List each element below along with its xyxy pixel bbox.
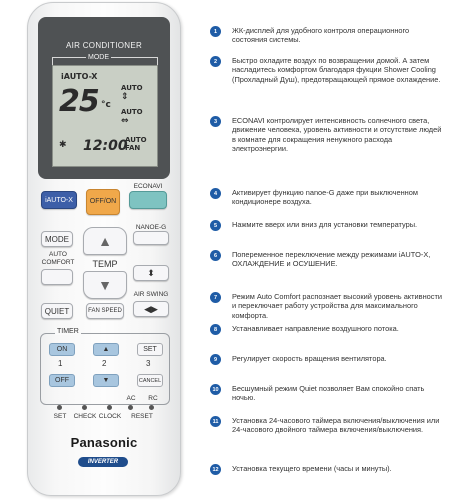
clock-label: CLOCK xyxy=(98,413,122,420)
feature-text: Быстро охладите воздух по возвращении домой. А затем насладитесь комфортом благодаря фукции Shower Cooling (Прохладный Душ), предотвращающей прямое охлаждение. xyxy=(232,56,441,84)
nanoe-label: NANOE-G xyxy=(135,224,167,231)
econavi-label: ECONAVI xyxy=(133,183,163,190)
reset-label: RESET xyxy=(131,413,153,420)
lcd-mode-indicator: iAUTO-X xyxy=(61,72,98,81)
timer-up-icon: ▲ xyxy=(102,346,110,353)
timer-off-button[interactable]: OFF xyxy=(49,374,75,387)
check-hole[interactable] xyxy=(82,405,87,410)
horizontal-swing-icon: ◀▶ xyxy=(144,303,158,314)
temp-down-button[interactable] xyxy=(83,271,127,299)
swing-vertical-button[interactable] xyxy=(133,265,169,281)
remote-control xyxy=(27,2,181,496)
feature-text: Установка текущего времени (часы и минуты). xyxy=(232,464,392,473)
feature-text: Регулирует скорость вращения вентилятора. xyxy=(232,354,387,363)
feature-text: Нажмите вверх или вниз для установки температуры. xyxy=(232,220,418,229)
feature-text: Активирует функцию nanoe-G даже при выключенном кондиционере воздуха. xyxy=(232,188,418,207)
ac-label: AC xyxy=(126,395,136,402)
feature-number: 10 xyxy=(210,384,221,395)
lcd-airflow-auto: AUTO xyxy=(121,108,143,116)
feature-text: Режим Auto Comfort распознает высокий уровень активности и переключает работу устройства для максимального комфорта. xyxy=(232,292,442,320)
timer-cancel-button[interactable]: CANCEL xyxy=(137,374,163,387)
set-hole[interactable] xyxy=(57,405,62,410)
feature-number: 12 xyxy=(210,464,221,475)
power-button[interactable]: OFF/ON xyxy=(86,189,120,215)
feature-number: 5 xyxy=(210,220,221,231)
timer-num-2: 2 xyxy=(102,359,107,368)
feature-number: 7 xyxy=(210,292,221,303)
lcd-unit: °c xyxy=(101,100,111,110)
quiet-button[interactable]: QUIET xyxy=(41,303,73,319)
timer-up-button[interactable] xyxy=(93,343,119,356)
feature-number: 4 xyxy=(210,188,221,199)
lcd-time: 12:00 xyxy=(83,138,128,154)
timer-on-button[interactable]: ON xyxy=(49,343,75,356)
inverter-badge: INVERTER xyxy=(78,457,128,467)
feature-number: 6 xyxy=(210,250,221,261)
timer-down-button[interactable] xyxy=(93,374,119,387)
feature-text: ECONAVI контролирует интенсивность солнечного света, движение человека, уровень активности и отсутствие людей в комнате для сокращения ненужного расхода электроэнергии. xyxy=(232,116,442,154)
temp-up-button[interactable] xyxy=(83,227,127,255)
feature-number: 2 xyxy=(210,56,221,67)
lcd-fan-label: AUTO FAN xyxy=(125,136,147,152)
rc-label: RC xyxy=(148,395,158,402)
clock-hole[interactable] xyxy=(107,405,112,410)
swing-arrows-icon: ⇕ xyxy=(121,92,129,102)
fan-speed-button[interactable]: FAN SPEED xyxy=(86,303,124,319)
timer-num-1: 1 xyxy=(58,359,63,368)
ac-hole[interactable] xyxy=(128,405,133,410)
feature-text: Устанавливает направление воздушного потока. xyxy=(232,324,399,333)
air-swing-label: AIR SWING xyxy=(133,291,169,298)
triangle-down-icon: ▼ xyxy=(98,277,112,293)
lcd-swing-auto: AUTO xyxy=(121,84,143,92)
display-panel xyxy=(38,17,170,179)
mode-label: MODE xyxy=(88,54,109,61)
remote-title: AIR CONDITIONER xyxy=(65,41,143,50)
airflow-arrows-icon: ⇔ xyxy=(121,116,129,126)
mode-button[interactable]: MODE xyxy=(41,231,73,247)
feature-number: 3 xyxy=(210,116,221,127)
feature-number: 11 xyxy=(210,416,221,427)
feature-number: 1 xyxy=(210,26,221,37)
temp-label: TEMP xyxy=(92,259,118,269)
econavi-button[interactable] xyxy=(129,191,167,209)
timer-label: TIMER xyxy=(57,328,79,335)
lcd-temperature: 25 xyxy=(59,84,99,119)
timer-down-icon: ▼ xyxy=(102,377,110,384)
vertical-swing-icon: ⬍ xyxy=(147,267,155,278)
triangle-up-icon: ▲ xyxy=(98,233,112,249)
feature-text: Попеременное переключение между режимами iAUTO-X, ОХЛАЖДЕНИЕ и ОСУШЕНИЕ. xyxy=(232,250,431,269)
auto-comfort-button[interactable] xyxy=(41,269,73,285)
brand-logo: Panasonic xyxy=(70,435,138,450)
timer-num-3: 3 xyxy=(146,359,151,368)
swing-horizontal-button[interactable] xyxy=(133,301,169,317)
rc-hole[interactable] xyxy=(149,405,154,410)
feature-text: Установка 24-часового таймера включения/выключения или 24-часового двойного таймера включения/выключения. xyxy=(232,416,440,435)
check-label: CHECK xyxy=(73,413,97,420)
timer-set-button[interactable]: SET xyxy=(137,343,163,356)
nanoe-button[interactable] xyxy=(133,231,169,245)
fan-icon: ✱ xyxy=(59,140,67,150)
feature-number: 8 xyxy=(210,324,221,335)
set-label: SET xyxy=(53,413,67,420)
iautox-button[interactable]: iAUTO-X xyxy=(41,191,77,209)
feature-text: Бесшумный режим Quiet позволяет Вам спокойно спать ночью. xyxy=(232,384,425,403)
feature-text: ЖК-дисплей для удобного контроля операционного состояния системы. xyxy=(232,26,410,45)
lcd-screen xyxy=(52,65,158,167)
feature-number: 9 xyxy=(210,354,221,365)
auto-comfort-label: AUTO COMFORT xyxy=(41,251,75,266)
